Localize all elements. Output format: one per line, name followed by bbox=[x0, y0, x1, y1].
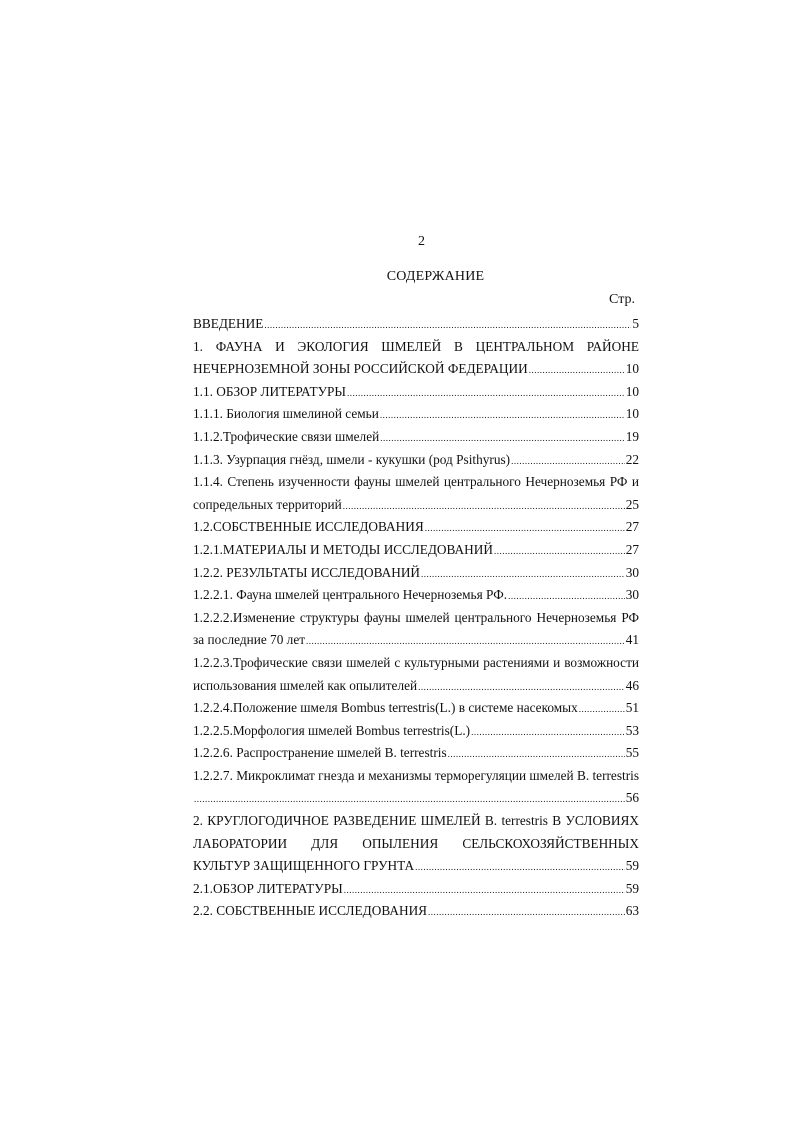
toc-entry-page: 55 bbox=[625, 745, 639, 761]
toc-entry[interactable] bbox=[193, 562, 639, 585]
toc-entry[interactable] bbox=[193, 403, 639, 426]
toc-entry-text: 1.2.2. РЕЗУЛЬТАТЫ ИССЛЕДОВАНИЙ bbox=[193, 564, 421, 580]
toc-entry[interactable] bbox=[193, 381, 639, 404]
toc-entry-page: 30 bbox=[625, 564, 639, 580]
toc-entry-page: 10 bbox=[625, 406, 639, 422]
toc-entry[interactable] bbox=[193, 313, 639, 336]
toc-entry[interactable] bbox=[193, 516, 639, 539]
toc-entry-lead: 1. ФАУНА И ЭКОЛОГИЯ ШМЕЛЕЙ В ЦЕНТРАЛЬНОМ РАЙОНЕ bbox=[193, 338, 639, 354]
toc-entry-text: 1.2.2.5.Морфология шмелей Bombus terrestris(L.) bbox=[193, 722, 471, 738]
toc-entry[interactable] bbox=[193, 675, 639, 698]
toc-entry-page: 53 bbox=[625, 722, 639, 738]
toc-entry[interactable] bbox=[193, 900, 639, 923]
toc-entry-page: 19 bbox=[625, 428, 639, 444]
toc-entry-page: 63 bbox=[625, 903, 639, 919]
toc-entry-text: 1.1.3. Узурпация гнёзд, шмели - кукушки (род Psithyrus) bbox=[193, 451, 511, 467]
toc-entry[interactable] bbox=[193, 494, 639, 517]
toc-entry-page: 56 bbox=[625, 790, 639, 806]
toc-entry-text: 1.1.1. Биология шмелиной семьи bbox=[193, 406, 379, 422]
toc-entry[interactable] bbox=[193, 629, 639, 652]
page-number: 2 bbox=[418, 234, 425, 249]
toc-entry[interactable] bbox=[193, 358, 639, 381]
toc-entry-text: 1.2.1.МАТЕРИАЛЫ И МЕТОДЫ ИССЛЕДОВАНИЙ bbox=[193, 541, 493, 557]
toc-entry-page: 5 bbox=[632, 316, 639, 331]
toc-entry-page: 27 bbox=[625, 519, 639, 535]
toc-entry-page: 59 bbox=[625, 880, 639, 896]
toc-entry-text: 1.2.2.1. Фауна шмелей центрального Нечерноземья РФ. bbox=[193, 587, 508, 603]
toc-entry-text: 2.1.ОБЗОР ЛИТЕРАТУРЫ bbox=[193, 880, 343, 896]
toc-entry-text: КУЛЬТУР ЗАЩИЩЕННОГО ГРУНТА bbox=[193, 858, 415, 874]
toc-entry-text: ВВЕДЕНИЕ bbox=[193, 316, 264, 331]
toc-title: СОДЕРЖАНИЕ bbox=[386, 269, 485, 284]
table-of-contents bbox=[193, 313, 639, 923]
toc-entry-page: 46 bbox=[625, 677, 639, 693]
toc-entry[interactable] bbox=[193, 878, 639, 901]
toc-entry[interactable] bbox=[193, 584, 639, 607]
toc-entry[interactable] bbox=[193, 449, 639, 472]
toc-entry[interactable] bbox=[193, 720, 639, 743]
toc-entry-text: 1.2.2.6. Распространение шмелей B. terrestris bbox=[193, 745, 447, 761]
toc-entry-text: НЕЧЕРНОЗЕМНОЙ ЗОНЫ РОССИЙСКОЙ ФЕДЕРАЦИИ bbox=[193, 361, 528, 377]
toc-entry-text: 1.1.2.Трофические связи шмелей bbox=[193, 428, 380, 444]
toc-entry[interactable] bbox=[193, 742, 639, 765]
toc-entry-page: 10 bbox=[625, 383, 639, 399]
toc-entry-lead: 2. КРУГЛОГОДИЧНОЕ РАЗВЕДЕНИЕ ШМЕЛЕЙ B. terrestris В УСЛОВИЯХ bbox=[193, 813, 639, 829]
toc-entry-page: 27 bbox=[625, 541, 639, 557]
toc-entry-page: 10 bbox=[625, 361, 639, 377]
toc-entry-page: 22 bbox=[625, 451, 639, 467]
toc-entry-text: 1.1. ОБЗОР ЛИТЕРАТУРЫ bbox=[193, 383, 347, 399]
toc-entry-page: 51 bbox=[625, 700, 639, 716]
toc-entry-page: 25 bbox=[625, 496, 639, 512]
toc-entry[interactable] bbox=[193, 787, 639, 810]
toc-entry-text: сопредельных территорий bbox=[193, 496, 342, 512]
toc-entry-page: 30 bbox=[625, 587, 639, 603]
toc-entry[interactable] bbox=[193, 426, 639, 449]
toc-entry[interactable] bbox=[193, 697, 639, 720]
toc-entry-page: 41 bbox=[625, 632, 639, 648]
toc-entry-text: использования шмелей как опылителей bbox=[193, 677, 418, 693]
toc-entry[interactable] bbox=[193, 855, 639, 878]
toc-entry-page: 59 bbox=[625, 858, 639, 874]
toc-entry-lead: 1.2.2.7. Микроклимат гнезда и механизмы терморегуляции шмелей B. terrestris bbox=[193, 767, 639, 783]
toc-entry-lead: 1.1.4. Степень изученности фауны шмелей центрального Нечерноземья РФ и bbox=[193, 474, 639, 490]
toc-entry-text: 1.2.СОБСТВЕННЫЕ ИССЛЕДОВАНИЯ bbox=[193, 519, 424, 535]
page-column-label: Стр. bbox=[609, 292, 635, 307]
toc-entry-text: за последние 70 лет bbox=[193, 632, 306, 648]
toc-entry-lead: ЛАБОРАТОРИИ ДЛЯ ОПЫЛЕНИЯ СЕЛЬСКОХОЗЯЙСТВЕННЫХ bbox=[193, 835, 639, 851]
toc-entry-text: 1.2.2.4.Положение шмеля Bombus terrestris(L.) в системе насекомых bbox=[193, 700, 578, 716]
toc-entry-lead: 1.2.2.3.Трофические связи шмелей с культурными растениями и возможности bbox=[193, 654, 639, 670]
toc-entry[interactable] bbox=[193, 539, 639, 562]
toc-entry-text: 2.2. СОБСТВЕННЫЕ ИССЛЕДОВАНИЯ bbox=[193, 903, 428, 919]
toc-entry-lead: 1.2.2.2.Изменение структуры фауны шмелей центрального Нечерноземья РФ bbox=[193, 609, 639, 625]
